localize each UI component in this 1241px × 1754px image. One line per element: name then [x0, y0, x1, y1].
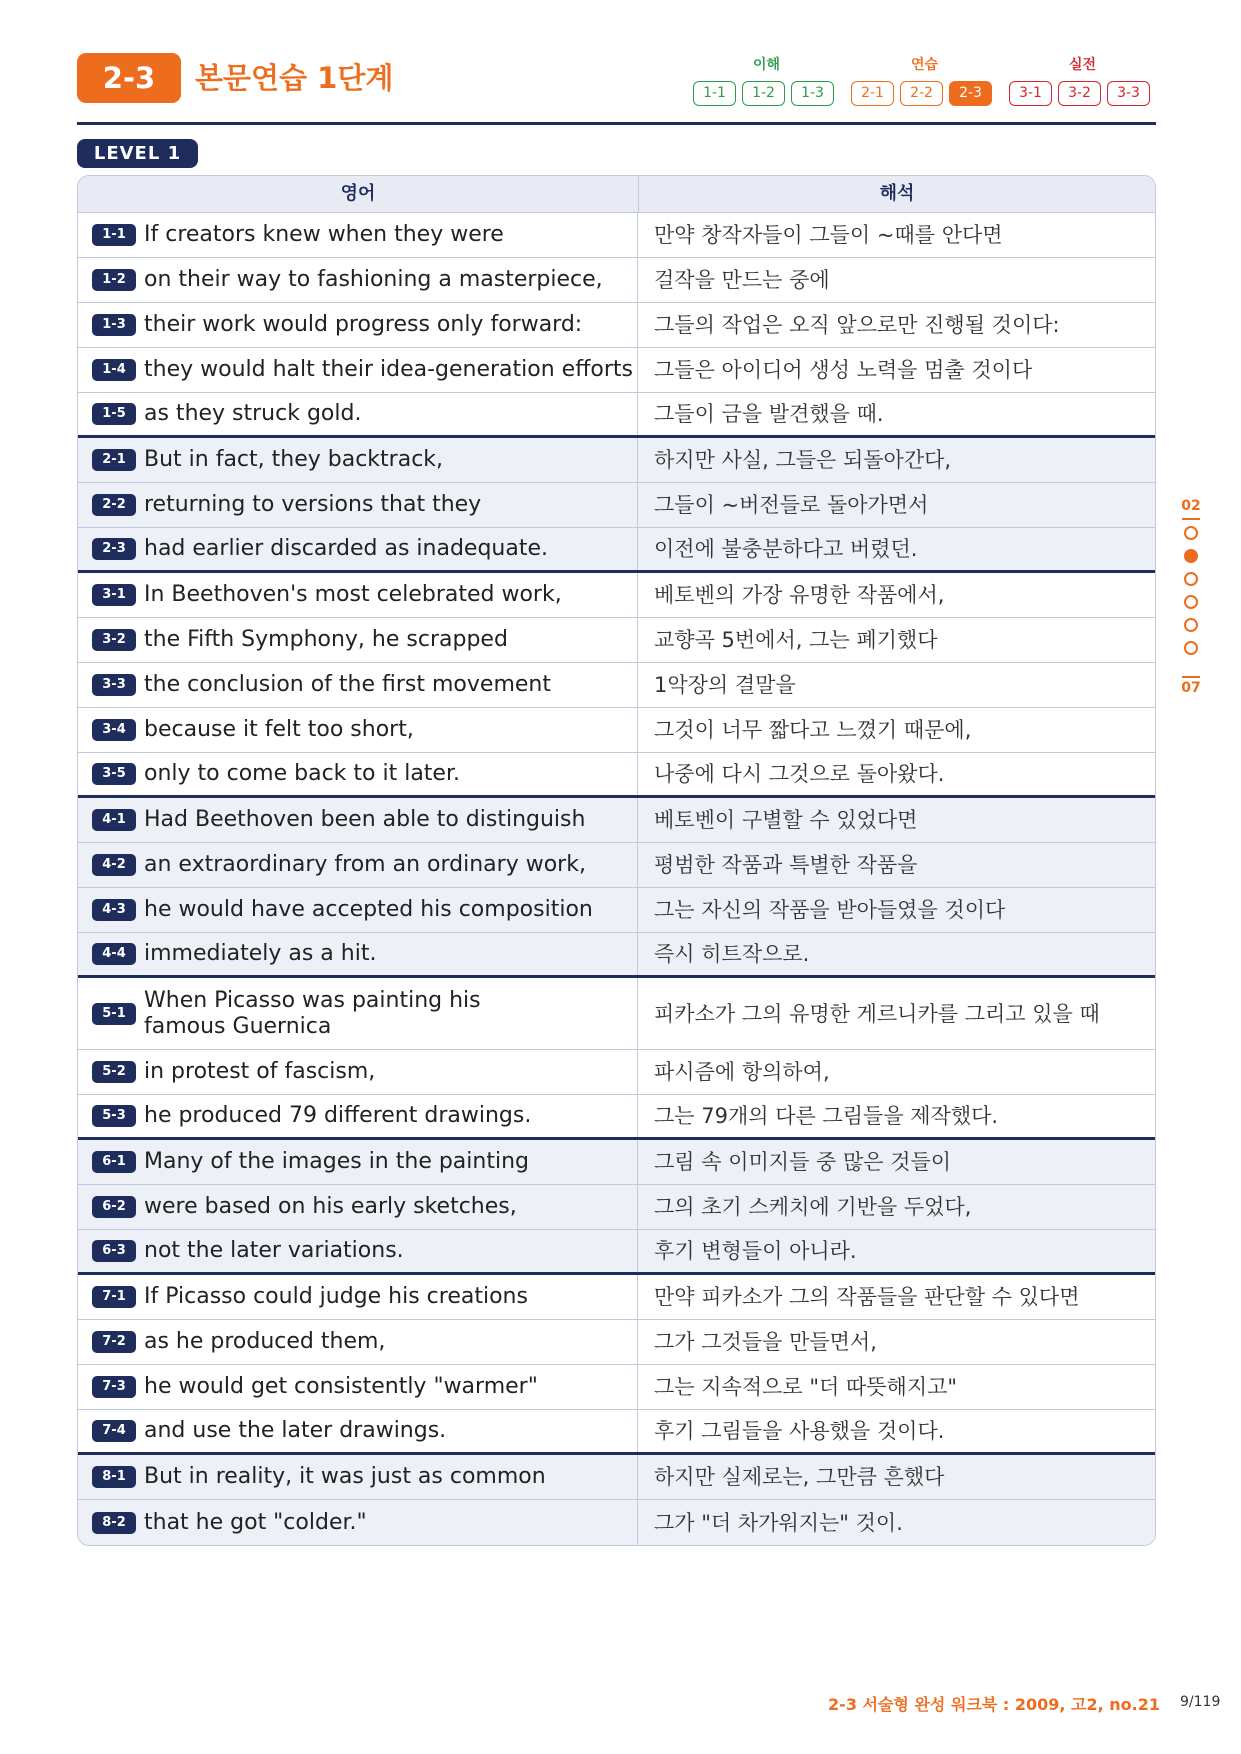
table-row — [78, 798, 1155, 843]
english-text: only to come back to it later. — [144, 761, 460, 786]
english-cell — [78, 528, 638, 570]
korean-cell — [638, 1140, 1155, 1184]
korean-translation: 이전에 불충분하다고 버렸던. — [654, 537, 918, 561]
korean-cell — [638, 1275, 1155, 1319]
english-cell — [78, 1275, 638, 1319]
english-cell — [78, 978, 638, 1049]
english-cell — [78, 483, 638, 527]
english-cell — [78, 888, 638, 932]
english-cell — [78, 798, 638, 842]
english-cell — [78, 1455, 638, 1499]
sentence-number-badge: 3-2 — [92, 629, 136, 651]
english-text: had earlier discarded as inadequate. — [144, 536, 548, 561]
english-cell — [78, 1365, 638, 1409]
korean-translation: 그가 그것들을 만들면서, — [654, 1330, 877, 1354]
table-header — [78, 176, 1155, 213]
page-header — [77, 50, 1156, 126]
side-nav-bottom-bar — [1182, 676, 1200, 678]
table-row — [78, 708, 1155, 753]
english-cell — [78, 438, 638, 482]
english-text: In Beethoven's most celebrated work, — [144, 582, 562, 607]
sentence-number-badge: 2-2 — [92, 494, 136, 516]
english-cell — [78, 708, 638, 752]
english-text: the conclusion of the first movement — [144, 672, 551, 697]
table-row — [78, 303, 1155, 348]
table-row — [78, 483, 1155, 528]
korean-translation: 그는 지속적으로 "더 따뜻해지고" — [654, 1375, 958, 1399]
sentence-number-badge: 4-2 — [92, 854, 136, 876]
korean-cell — [638, 978, 1155, 1049]
sentence-number-badge: 8-2 — [92, 1512, 136, 1534]
progress-dot[interactable] — [1184, 595, 1198, 609]
english-cell — [78, 1230, 638, 1272]
english-cell — [78, 303, 638, 347]
table-row — [78, 1185, 1155, 1230]
english-text: were based on his early sketches, — [144, 1194, 517, 1219]
korean-translation: 피카소가 그의 유명한 게르니카를 그리고 있을 때 — [654, 1001, 1100, 1026]
english-text: that he got "colder." — [144, 1509, 367, 1535]
sentence-number-badge: 3-5 — [92, 763, 136, 785]
korean-cell — [638, 573, 1155, 617]
korean-cell — [638, 1365, 1155, 1409]
section-title: 본문연습 1단계 — [195, 61, 394, 95]
korean-translation: 걸작을 만드는 중에 — [654, 268, 830, 292]
sentence-number-badge: 6-3 — [92, 1240, 136, 1262]
table-row — [78, 753, 1155, 798]
page-number: 9/119 — [1180, 1694, 1221, 1710]
english-text: But in fact, they backtrack, — [144, 447, 444, 472]
sentence-number-badge: 3-3 — [92, 674, 136, 696]
nav-step-3-2[interactable]: 3-2 — [1058, 81, 1101, 106]
side-nav-top-bar — [1182, 518, 1200, 520]
korean-cell — [638, 1500, 1155, 1545]
table-row — [78, 978, 1155, 1050]
english-text: returning to versions that they — [144, 492, 482, 517]
table-row — [78, 438, 1155, 483]
korean-cell — [638, 438, 1155, 482]
table-row — [78, 1275, 1155, 1320]
english-cell — [78, 393, 638, 435]
table-row — [78, 348, 1155, 393]
column-header-korean: 해석 — [879, 183, 915, 204]
korean-cell — [638, 888, 1155, 932]
korean-cell — [638, 1410, 1155, 1452]
english-text: immediately as a hit. — [144, 941, 377, 966]
korean-cell — [638, 1185, 1155, 1229]
nav-step-1-2[interactable]: 1-2 — [742, 81, 785, 106]
sentence-number-badge: 7-4 — [92, 1420, 136, 1442]
korean-translation: 하지만 사실, 그들은 되돌아간다, — [654, 448, 952, 472]
english-text: and use the later drawings. — [144, 1418, 447, 1443]
korean-cell — [638, 258, 1155, 302]
english-cell — [78, 258, 638, 302]
footer-title: 2-3 서술형 완성 워크북 : 2009, 고2, no.21 — [828, 1695, 1160, 1714]
korean-cell — [638, 303, 1155, 347]
english-text: he would get consistently "warmer" — [144, 1374, 538, 1399]
korean-translation: 그의 초기 스케치에 기반을 두었다, — [654, 1195, 972, 1219]
table-row — [78, 1455, 1155, 1500]
korean-cell — [638, 483, 1155, 527]
table-row — [78, 393, 1155, 438]
sentence-number-badge: 4-4 — [92, 943, 136, 965]
english-cell — [78, 213, 638, 257]
sentence-number-badge: 3-4 — [92, 719, 136, 741]
column-header-english: 영어 — [78, 176, 639, 212]
progress-dot[interactable] — [1184, 549, 1198, 563]
english-text: Had Beethoven been able to distinguish — [144, 807, 586, 832]
korean-translation: 베토벤이 구별할 수 있었다면 — [654, 808, 918, 832]
english-cell — [78, 348, 638, 392]
korean-cell — [638, 1455, 1155, 1499]
korean-cell — [638, 1230, 1155, 1272]
table-row — [78, 258, 1155, 303]
english-cell — [78, 1320, 638, 1364]
sentence-number-badge: 7-3 — [92, 1376, 136, 1398]
progress-dot[interactable] — [1184, 618, 1198, 632]
korean-cell — [638, 1095, 1155, 1137]
sentence-number-badge: 2-3 — [92, 538, 136, 560]
table-row — [78, 663, 1155, 708]
nav-group-label: 실전 — [1068, 57, 1097, 73]
nav-group-label: 연습 — [910, 57, 939, 73]
korean-translation: 만약 피카소가 그의 작품들을 판단할 수 있다면 — [654, 1285, 1080, 1309]
korean-cell — [638, 348, 1155, 392]
english-text: he would have accepted his composition — [144, 897, 593, 922]
korean-cell — [638, 1320, 1155, 1364]
korean-translation: 그들의 작업은 오직 앞으로만 진행될 것이다: — [654, 313, 1060, 337]
header-divider — [77, 122, 1156, 125]
korean-translation: 그는 자신의 작품을 받아들였을 것이다 — [654, 898, 1006, 922]
side-nav-top-label: 02 — [1181, 498, 1201, 514]
korean-translation: 후기 그림들을 사용했을 것이다. — [654, 1419, 945, 1443]
korean-cell — [638, 618, 1155, 662]
sentence-number-badge: 4-3 — [92, 899, 136, 921]
english-text: not the later variations. — [144, 1238, 404, 1263]
progress-dot[interactable] — [1184, 526, 1198, 540]
english-text: Many of the images in the painting — [144, 1149, 529, 1174]
korean-translation: 하지만 실제로는, 그만큼 흔했다 — [654, 1465, 945, 1489]
nav-step-1-1[interactable]: 1-1 — [693, 81, 736, 106]
table-row — [78, 213, 1155, 258]
english-text: he produced 79 different drawings. — [144, 1103, 532, 1128]
korean-cell — [638, 753, 1155, 795]
sentence-number-badge: 5-1 — [92, 1003, 136, 1025]
table-row — [78, 1140, 1155, 1185]
english-text: on their way to fashioning a masterpiece, — [144, 267, 603, 292]
nav-group-label: 이해 — [752, 57, 781, 73]
korean-translation: 파시즘에 항의하여, — [654, 1060, 830, 1084]
korean-cell — [638, 798, 1155, 842]
sentence-number-badge: 1-3 — [92, 314, 136, 336]
english-cell — [78, 1185, 638, 1229]
table-row — [78, 573, 1155, 618]
sentence-number-badge: 5-2 — [92, 1061, 136, 1083]
english-text: as he produced them, — [144, 1329, 386, 1354]
translation-table — [77, 175, 1156, 1546]
table-row — [78, 1320, 1155, 1365]
english-cell — [78, 753, 638, 795]
table-row — [78, 843, 1155, 888]
table-row — [78, 618, 1155, 663]
english-text: because it felt too short, — [144, 717, 414, 742]
english-cell — [78, 663, 638, 707]
english-cell — [78, 1095, 638, 1137]
korean-cell — [638, 528, 1155, 570]
table-body — [78, 213, 1155, 1545]
korean-translation: 평범한 작품과 특별한 작품을 — [654, 853, 918, 877]
nav-step-2-3[interactable]: 2-3 — [949, 81, 992, 106]
korean-cell — [638, 843, 1155, 887]
korean-translation: 그것이 너무 짧다고 느꼈기 때문에, — [654, 718, 972, 742]
sentence-number-badge: 6-1 — [92, 1151, 136, 1173]
english-text: they would halt their idea-generation efforts — [144, 357, 633, 382]
english-cell — [78, 618, 638, 662]
english-cell — [78, 1140, 638, 1184]
progress-dot[interactable] — [1184, 641, 1198, 655]
korean-cell — [638, 933, 1155, 975]
english-text: But in reality, it was just as common — [144, 1464, 546, 1489]
sentence-number-badge: 4-1 — [92, 809, 136, 831]
english-cell — [78, 1500, 638, 1545]
sentence-number-badge: 7-1 — [92, 1286, 136, 1308]
sentence-number-badge: 5-3 — [92, 1105, 136, 1127]
korean-cell — [638, 393, 1155, 435]
korean-translation: 1악장의 결말을 — [654, 673, 796, 697]
sentence-number-badge: 8-1 — [92, 1466, 136, 1488]
english-cell — [78, 1050, 638, 1094]
progress-dot[interactable] — [1184, 572, 1198, 586]
korean-translation: 그들이 금을 발견했을 때. — [654, 402, 884, 426]
korean-translation: 그들은 아이디어 생성 노력을 멈출 것이다 — [654, 358, 1033, 382]
sentence-number-badge: 6-2 — [92, 1196, 136, 1218]
table-row — [78, 1230, 1155, 1275]
korean-translation: 그들이 ~버전들로 돌아가면서 — [654, 493, 929, 517]
nav-step-1-3[interactable]: 1-3 — [791, 81, 834, 106]
level-badge: LEVEL 1 — [77, 139, 198, 168]
table-row — [78, 528, 1155, 573]
english-cell — [78, 933, 638, 975]
korean-cell — [638, 1050, 1155, 1094]
table-row — [78, 1050, 1155, 1095]
english-text: in protest of fascism, — [144, 1059, 376, 1084]
korean-translation: 나중에 다시 그것으로 돌아왔다. — [654, 762, 945, 786]
korean-translation: 후기 변형들이 아니라. — [654, 1239, 857, 1263]
nav-step-3-1[interactable]: 3-1 — [1009, 81, 1052, 106]
english-cell — [78, 1410, 638, 1452]
english-text: If Picasso could judge his creations — [144, 1284, 528, 1309]
english-text: If creators knew when they were — [144, 222, 504, 247]
korean-translation: 그림 속 이미지들 중 많은 것들이 — [654, 1150, 952, 1174]
korean-translation: 베토벤의 가장 유명한 작품에서, — [654, 583, 945, 607]
nav-step-3-3[interactable]: 3-3 — [1107, 81, 1150, 106]
step-navigation — [693, 56, 1156, 112]
english-cell — [78, 843, 638, 887]
table-row — [78, 888, 1155, 933]
korean-translation: 그가 "더 차가워지는" 것이. — [654, 1510, 903, 1535]
table-row — [78, 1365, 1155, 1410]
sentence-number-badge: 1-2 — [92, 269, 136, 291]
english-text: the Fifth Symphony, he scrapped — [144, 627, 508, 652]
sentence-number-badge: 3-1 — [92, 584, 136, 606]
table-row — [78, 1500, 1155, 1545]
korean-cell — [638, 663, 1155, 707]
nav-step-2-1[interactable]: 2-1 — [851, 81, 894, 106]
table-row — [78, 1095, 1155, 1140]
section-badge: 2-3 — [77, 53, 181, 103]
sentence-number-badge: 1-1 — [92, 224, 136, 246]
side-nav-bottom-label: 07 — [1181, 680, 1201, 696]
table-row — [78, 1410, 1155, 1455]
english-text: When Picasso was painting his famous Guernica — [144, 987, 481, 1039]
english-text: their work would progress only forward: — [144, 312, 583, 337]
sentence-number-badge: 2-1 — [92, 449, 136, 471]
sentence-number-badge: 1-4 — [92, 359, 136, 381]
sentence-number-badge: 1-5 — [92, 403, 136, 425]
english-cell — [78, 573, 638, 617]
sentence-number-badge: 7-2 — [92, 1331, 136, 1353]
korean-translation: 만약 창작자들이 그들이 ~때를 안다면 — [654, 223, 1003, 247]
korean-translation: 교향곡 5번에서, 그는 폐기했다 — [654, 628, 938, 652]
english-text: an extraordinary from an ordinary work, — [144, 852, 586, 877]
table-row — [78, 933, 1155, 978]
korean-translation: 그는 79개의 다른 그림들을 제작했다. — [654, 1104, 999, 1128]
korean-cell — [638, 708, 1155, 752]
korean-cell — [638, 213, 1155, 257]
nav-step-2-2[interactable]: 2-2 — [900, 81, 943, 106]
korean-translation: 즉시 히트작으로. — [654, 942, 810, 966]
english-text: as they struck gold. — [144, 401, 362, 426]
